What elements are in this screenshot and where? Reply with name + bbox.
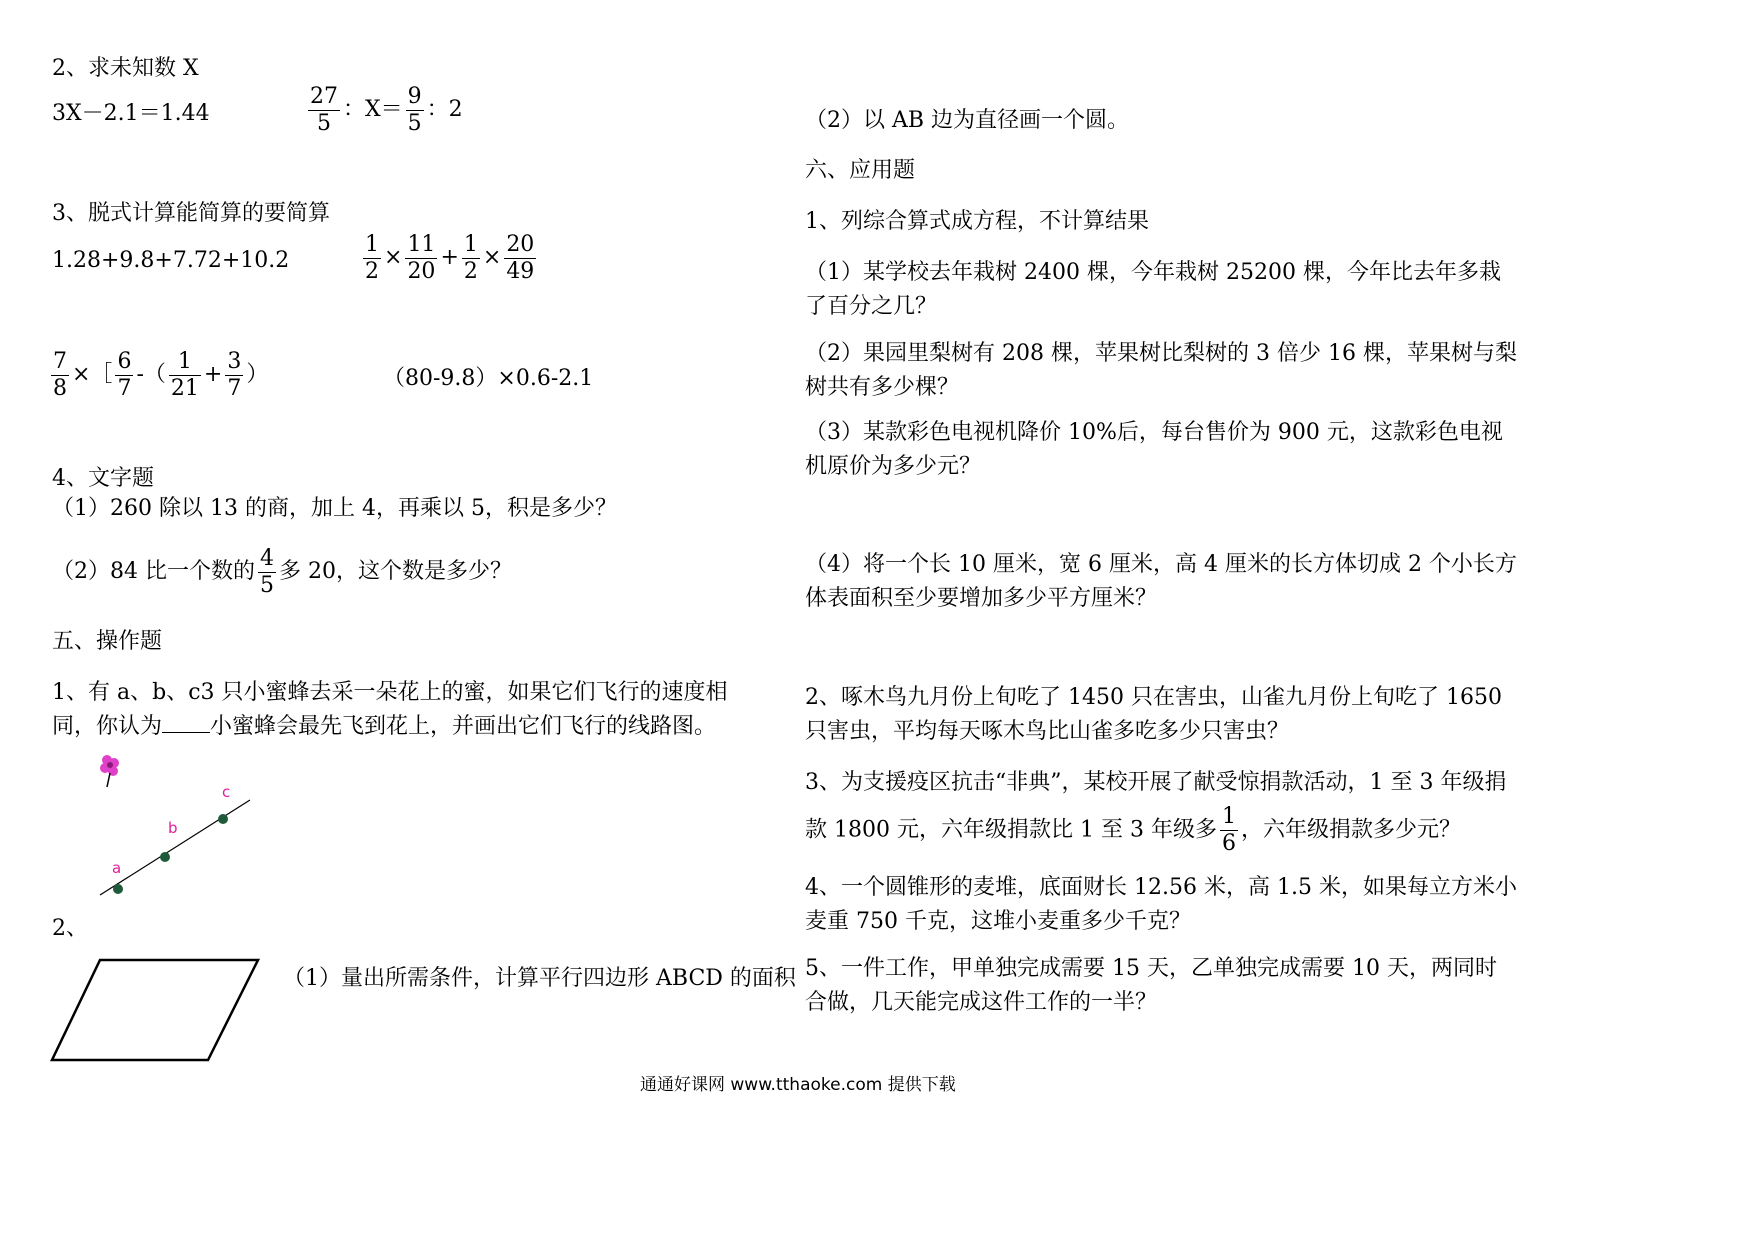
calc-3: $\frac{7}{8}$ ×［ $\frac{6}{7}$ -（ $\frac{1}{21}$ + $\frac{3}{7}$ ） — [53, 349, 269, 401]
question-6-3: 3、为支援疫区抗击“非典”，某校开展了献受惊捐款活动，1 至 3 年级捐款 1800 元，六年级捐款比 1 至 3 年级多 $\frac{1}{6}$ ，六年级捐款多少元？ — [805, 770, 1507, 856]
answer-blank — [162, 712, 210, 733]
calc-4: （80-9.8）×0.6-2.1 — [383, 366, 594, 391]
bee-label-b: b — [168, 819, 178, 837]
fraction: $\frac{1}{6}$ — [1221, 804, 1236, 856]
question-6-1: 1、列综合算式成方程，不计算结果 — [805, 209, 1149, 234]
question-4-2: （2）84 比一个数的 $\frac{4}{5}$ 多 20，这个数是多少？ — [52, 546, 512, 598]
section-6-title: 六、应用题 — [805, 158, 916, 183]
bee-line — [100, 800, 250, 895]
flower-icon — [100, 755, 119, 787]
question-6-1-2: （2）果园里梨树有 208 棵，苹果树比梨树的 3 倍少 16 棵，苹果树与梨树共有多少棵？ — [805, 341, 1517, 400]
question-6-2: 2、啄木鸟九月份上旬吃了 1450 只在害虫，山雀九月份上旬吃了 1650 只害虫，平均每天啄木鸟比山雀多吃多少只害虫？ — [805, 685, 1502, 744]
question-5-1: 1、有 a、b、c3 只小蜜蜂去采一朵花上的蜜，如果它们飞行的速度相同，你认为 小蜜蜂会最先飞到花上，并画出它们飞行的线路图。 — [52, 680, 728, 739]
fraction: $\frac{27}{5}$ — [310, 84, 338, 136]
question-6-4: 4、一个圆锥形的麦堆，底面财长 12.56 米，高 1.5 米，如果每立方米小麦重 750 千克，这堆小麦重多少千克？ — [805, 875, 1517, 934]
parallelogram-abcd — [48, 955, 263, 1065]
bee-c-icon — [218, 814, 228, 824]
bee-a-icon — [113, 884, 123, 894]
equation-1: 3X－2.1＝1.44 — [52, 101, 210, 126]
question-6-1-3: （3）某款彩色电视机降价 10%后，每台售价为 900 元，这款彩色电视机原价为多少元？ — [805, 420, 1503, 479]
bee-flight-diagram — [90, 745, 270, 905]
question-5-2-2: （2）以 AB 边为直径画一个圆。 — [805, 108, 1130, 133]
calc-1: 1.28+9.8+7.72+10.2 — [52, 248, 290, 273]
question-6-1-1: （1）某学校去年栽树 2400 棵，今年栽树 25200 棵，今年比去年多栽了百分之几？ — [805, 260, 1501, 319]
question-6-5: 5、一件工作，甲单独完成需要 15 天，乙单独完成需要 10 天，两同时合做，几天能完成这件工作的一半？ — [805, 956, 1497, 1015]
calc-2: $\frac{1}{2}$ × $\frac{11}{20}$ + $\frac{1}{2}$ × $\frac{20}{49}$ — [365, 232, 535, 284]
section-5-title: 五、操作题 — [52, 629, 163, 654]
equation-2: $\frac{27}{5}$ ：X＝ $\frac{9}{5}$ ：2 — [310, 84, 463, 136]
question-5-2-1: （1）量出所需条件，计算平行四边形 ABCD 的面积 — [283, 966, 796, 991]
bee-label-c: c — [222, 783, 231, 801]
section-3-title: 3、脱式计算能简算的要简算 — [52, 201, 330, 226]
question-4-1: （1）260 除以 13 的商，加上 4，再乘以 5，积是多少？ — [52, 496, 617, 521]
section-4-title: 4、文字题 — [52, 466, 154, 491]
question-5-2: 2、 — [52, 916, 88, 941]
fraction: $\frac{9}{5}$ — [407, 84, 422, 136]
footer-credit: 通通好课网 www.tthaoke.com 提供下载 — [640, 1075, 956, 1095]
bee-b-icon — [160, 852, 170, 862]
section-2-title: 2、求未知数 X — [52, 56, 199, 81]
question-6-1-4: （4）将一个长 10 厘米，宽 6 厘米，高 4 厘米的长方体切成 2 个小长方体表面积至少要增加多少平方厘米？ — [805, 552, 1517, 611]
bee-label-a: a — [112, 859, 122, 877]
